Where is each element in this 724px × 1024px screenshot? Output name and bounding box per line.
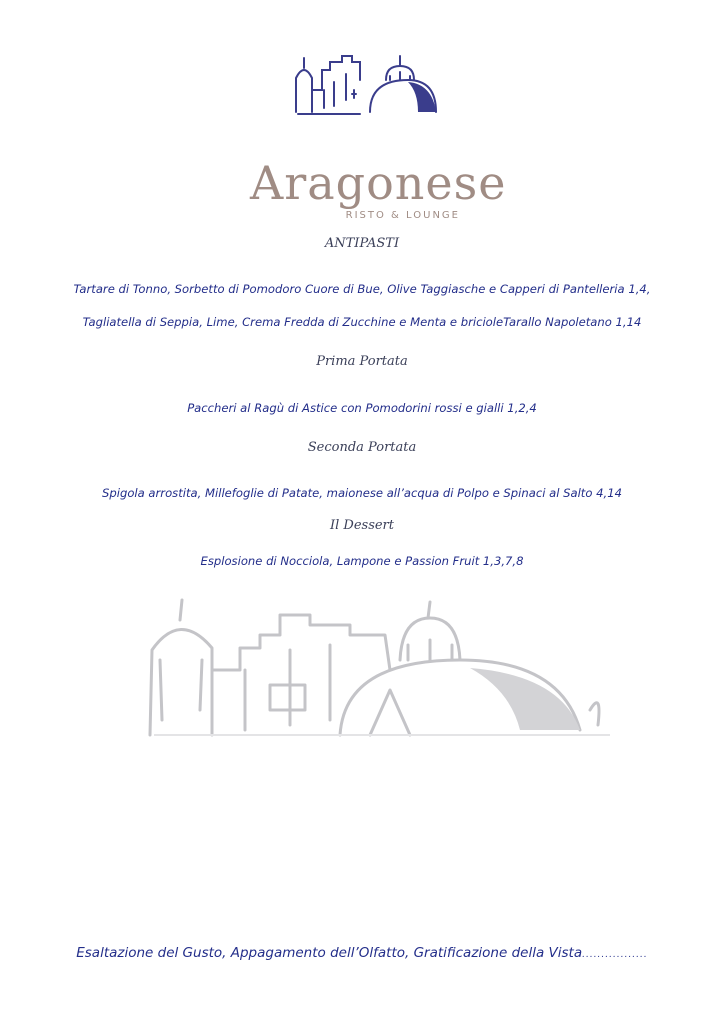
heading-antipasti: ANTIPASTI bbox=[324, 236, 400, 251]
footer-text: Esaltazione del Gusto, Appagamento dell’Olfatto, Gratificazione della Vista bbox=[76, 945, 583, 961]
heading-prima-portata: Prima Portata bbox=[316, 354, 408, 369]
menu-item: Tagliatella di Seppia, Lime, Crema Fredda di Zucchine e Menta e bricioleTarallo Napoletano 1,14 bbox=[82, 315, 642, 329]
logo-subtitle: RISTO & LOUNGE bbox=[345, 210, 460, 221]
footer-tagline bbox=[0, 945, 724, 961]
menu-item: Esplosione di Nocciola, Lampone e Passion Fruit 1,3,7,8 bbox=[200, 554, 524, 568]
menu-item: Tartare di Tonno, Sorbetto di Pomodoro Cuore di Bue, Olive Taggiasche e Capperi di Pantelleria 1,4, bbox=[73, 282, 651, 296]
menu-item: Spigola arrostita, Millefoglie di Patate, maionese all’acqua di Polpo e Spinaci al Salto 4,14 bbox=[102, 486, 622, 500]
logo-name: Aragonese bbox=[250, 156, 507, 210]
footer-dots: ................. bbox=[582, 950, 648, 960]
castle-drawing-icon bbox=[290, 50, 440, 120]
heading-dessert: Il Dessert bbox=[329, 518, 395, 533]
menu-item: Paccheri al Ragù di Astice con Pomodorini rossi e gialli 1,2,4 bbox=[187, 401, 537, 415]
heading-seconda-portata: Seconda Portata bbox=[307, 440, 417, 455]
restaurant-logo bbox=[250, 50, 507, 221]
castle-sketch-illustration bbox=[140, 590, 610, 740]
